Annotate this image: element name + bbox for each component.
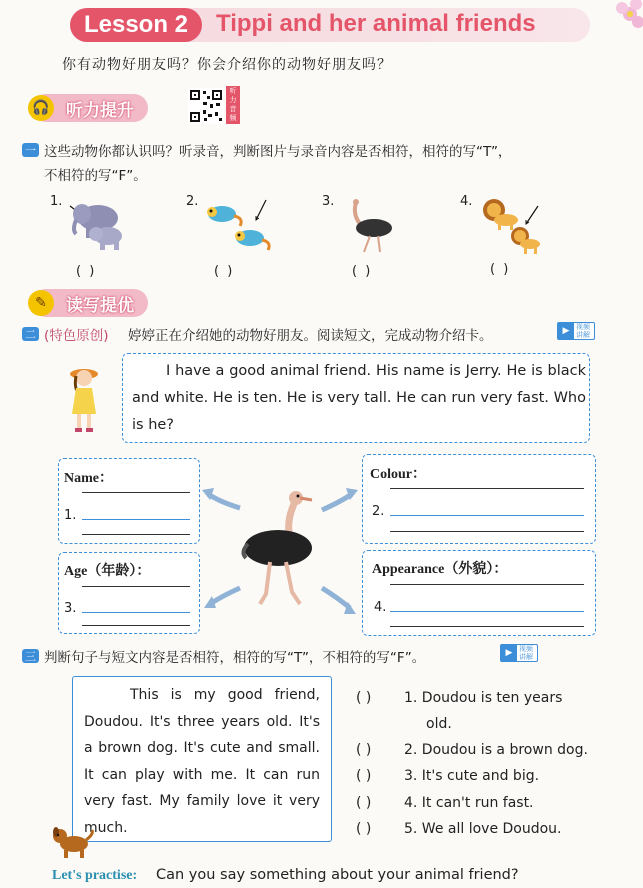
- appearance-line-1: [390, 584, 584, 585]
- practise-label: Let's practise:: [52, 868, 138, 883]
- statement-2-text: 2. Doudou is a brown dog.: [404, 742, 588, 758]
- appearance-card-label: Appearance（外貌）：: [372, 562, 508, 577]
- statement-5-blank[interactable]: ( ): [356, 821, 372, 837]
- statement-1-blank[interactable]: ( ): [356, 690, 372, 706]
- item-4-answer-blank[interactable]: ( ): [490, 262, 511, 277]
- play-icon: ▶: [558, 323, 574, 339]
- appearance-card-number: 4.: [374, 600, 387, 615]
- question-1-text-line2: 不相符的写“F”。: [44, 168, 147, 184]
- statement-5-text: 5. We all love Doudou.: [404, 821, 562, 837]
- colour-card-number: 2.: [372, 504, 385, 519]
- age-answer-line[interactable]: [82, 612, 190, 613]
- name-line-3: [82, 534, 190, 535]
- item-4-number: 4.: [460, 194, 473, 209]
- item-3-number: 3.: [322, 194, 335, 209]
- age-line-3: [82, 625, 190, 626]
- question-1-text-line1: 这些动物你都认识吗？听录音，判断图片与录音内容是否相符，相符的写“T”，: [44, 144, 512, 160]
- statement-1-text: 1. Doudou is ten years: [404, 690, 563, 706]
- item-1-number: 1.: [50, 194, 63, 209]
- headphones-icon: 🎧: [28, 95, 54, 121]
- intro-question: 你有动物好朋友吗？你会介绍你的动物好朋友吗？: [62, 57, 392, 73]
- chameleons-picture: [204, 196, 276, 254]
- lesson-number: Lesson 2: [70, 8, 202, 42]
- name-card-number: 1.: [64, 508, 77, 523]
- qr-caption: 听力音频: [226, 86, 240, 124]
- statement-2-blank[interactable]: ( ): [356, 742, 372, 758]
- name-line-1: [82, 492, 190, 493]
- name-card-label: Name：: [64, 471, 113, 486]
- name-answer-line[interactable]: [82, 519, 190, 520]
- age-line-1: [82, 586, 190, 587]
- question-2-badge: 二: [22, 327, 39, 341]
- reading-section-title: 读写提优: [32, 289, 148, 317]
- ostrich-picture: [344, 196, 400, 254]
- question-2-text: 婷婷正在介绍她的动物好朋友。阅读短文，完成动物介绍卡。: [128, 328, 493, 344]
- lions-picture: [476, 194, 544, 256]
- qr-code-icon[interactable]: [188, 88, 224, 124]
- practise-text: Can you say something about your animal friend?: [156, 867, 519, 883]
- video-explain-button-2[interactable]: ▶ 视频讲解: [557, 322, 595, 340]
- statement-1-text-cont: old.: [426, 716, 452, 732]
- colour-answer-line[interactable]: [390, 515, 584, 516]
- lesson-title: Tippi and her animal friends: [216, 10, 536, 37]
- elephants-picture: [64, 196, 132, 252]
- reading-passage-text: I have a good animal friend. His name is Jerry. He is black and white. He is ten. He is very tall. He can run very fast. Who is he?: [132, 363, 586, 433]
- item-3-answer-blank[interactable]: ( ): [352, 264, 373, 279]
- item-2-number: 2.: [186, 194, 199, 209]
- item-2-answer-blank[interactable]: ( ): [214, 264, 235, 279]
- question-3-badge: 三: [22, 649, 39, 663]
- colour-line-1: [390, 488, 584, 489]
- statement-3-blank[interactable]: ( ): [356, 768, 372, 784]
- video-explain-button-3[interactable]: ▶ 视频讲解: [500, 644, 538, 662]
- girl-illustration: [64, 364, 104, 436]
- appearance-line-3: [390, 626, 584, 627]
- appearance-answer-line[interactable]: [390, 611, 584, 612]
- pencil-notebook-icon: ✎: [28, 290, 54, 316]
- age-card-number: 3.: [64, 601, 77, 616]
- question-1-badge: 一: [22, 143, 39, 157]
- play-icon: ▶: [501, 645, 517, 661]
- age-card-label: Age（年龄）：: [64, 564, 151, 579]
- colour-line-3: [390, 531, 584, 532]
- statement-4-blank[interactable]: ( ): [356, 795, 372, 811]
- statement-4-text: 4. It can't run fast.: [404, 795, 534, 811]
- statement-3-text: 3. It's cute and big.: [404, 768, 540, 784]
- story-text: This is my good friend, Doudou. It's three years old. It's a brown dog. It's cute and small. It can play with me. It can run very fast. My family love it very much.: [84, 687, 320, 836]
- dog-illustration: [50, 826, 96, 860]
- question-2-tag: (特色原创): [44, 328, 109, 344]
- ostrich-illustration: [238, 486, 322, 610]
- listening-section-title: 听力提升: [32, 94, 148, 122]
- flower-decoration-icon: [606, 0, 643, 34]
- item-1-answer-blank[interactable]: ( ): [76, 264, 97, 279]
- colour-card-label: Colour：: [370, 467, 426, 482]
- question-3-text: 判断句子与短文内容是否相符，相符的写“T”，不相符的写“F”。: [44, 650, 426, 666]
